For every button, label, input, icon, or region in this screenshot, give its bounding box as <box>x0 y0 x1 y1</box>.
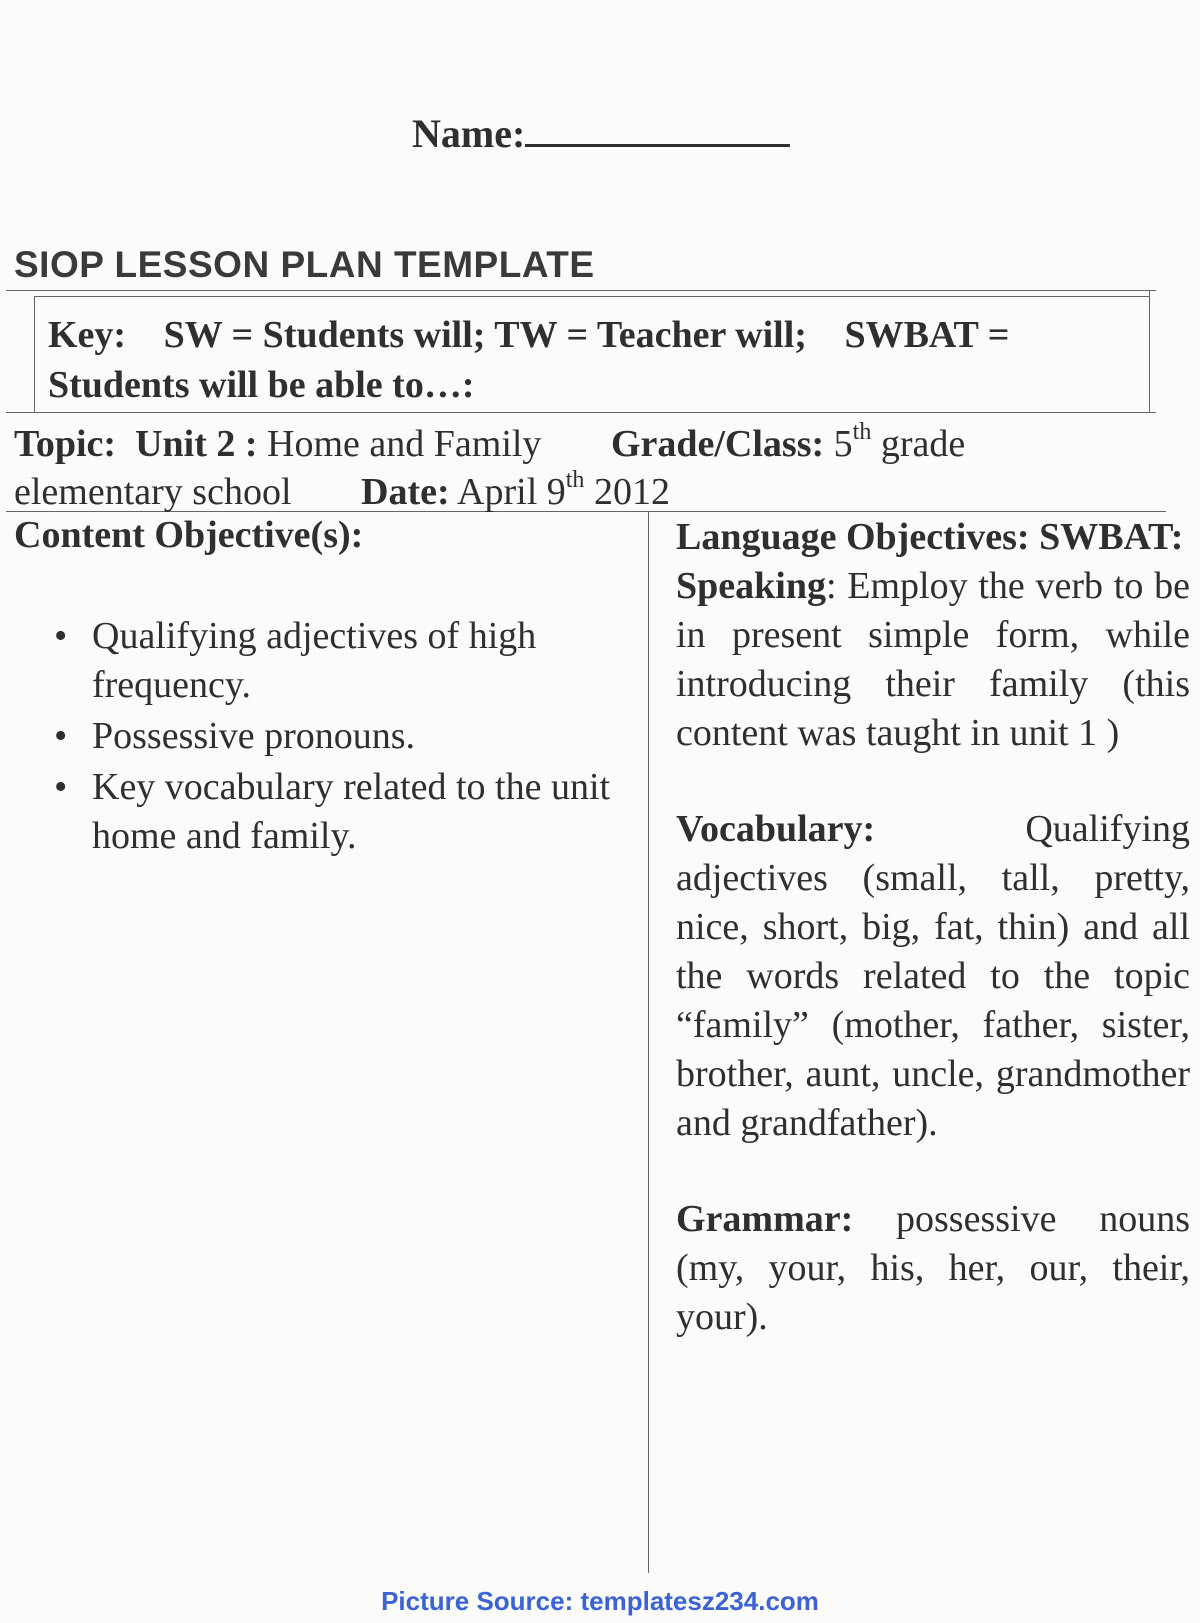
speaking-text: : Employ the verb to be in present simple form, while introducing their family (this content was taught in unit 1 ) <box>676 565 1190 754</box>
topic-label: Topic: <box>14 423 117 465</box>
topic-block <box>14 420 1174 516</box>
date-year: 2012 <box>593 471 670 513</box>
column-divider <box>648 511 649 1573</box>
bullet-icon: • <box>54 715 68 757</box>
name-field <box>412 108 790 157</box>
date-suffix: th <box>565 467 585 493</box>
key-box-bottom <box>6 412 1156 413</box>
key-sw: SW = Students will; <box>163 314 486 356</box>
grammar-label: Grammar: <box>676 1198 854 1240</box>
list-item: • Key vocabulary related to the unit home and family. <box>52 763 632 861</box>
vocabulary-text: Qualifying adjectives (small, tall, pretty, nice, short, big, fat, thin) and all the words related to the topic “family” (mother, father, sister, brother, aunt, uncle, grandmother and grandfather). <box>676 808 1190 1144</box>
school-level: elementary school <box>14 471 292 513</box>
key-swbat-definition: Students will be able to…: <box>48 364 475 406</box>
date-label: Date: <box>361 471 450 513</box>
name-label: Name: <box>412 111 526 156</box>
grade-label: Grade/Class: <box>610 423 825 465</box>
list-item: • Possessive pronouns. <box>52 712 632 761</box>
title-rule <box>6 290 1156 291</box>
grammar-objective <box>676 1195 1190 1342</box>
topic-unit: Unit 2 : <box>135 423 258 465</box>
name-blank-line[interactable] <box>525 108 790 147</box>
key-box-left <box>34 296 35 412</box>
key-box-top <box>34 296 1149 297</box>
grade-text: grade <box>880 423 966 465</box>
bullet-icon: • <box>54 615 68 657</box>
bullet-icon: • <box>54 766 68 808</box>
grade-suffix: th <box>852 419 872 445</box>
date-month-day: April 9 <box>457 471 566 513</box>
grammar-text: possessive nouns (my, your, his, her, our, their, your). <box>676 1198 1190 1338</box>
vocabulary-label: Vocabulary: <box>676 808 876 850</box>
list-item: • Qualifying adjectives of high frequency. <box>52 612 632 710</box>
speaking-label: Speaking <box>676 565 826 607</box>
language-objectives-heading: Language Objectives: SWBAT: <box>676 516 1184 558</box>
document-title: SIOP LESSON PLAN TEMPLATE <box>14 244 595 285</box>
key-label: Key: <box>48 314 127 356</box>
key-tw: TW = Teacher will; <box>494 314 807 356</box>
speaking-objective <box>676 562 1190 758</box>
content-objectives-list <box>52 612 632 863</box>
key-swbat: SWBAT = <box>844 314 1010 356</box>
vocabulary-objective <box>676 805 1190 1148</box>
key-box-right <box>1149 290 1150 412</box>
language-objectives-column <box>676 513 1190 1342</box>
grade-number: 5 <box>833 423 853 465</box>
topic-value: Home and Family <box>267 423 542 465</box>
picture-source-caption: Picture Source: templatesz234.com <box>381 1586 819 1616</box>
key-box <box>48 310 1148 410</box>
content-objectives-heading: Content Objective(s): <box>14 514 364 556</box>
